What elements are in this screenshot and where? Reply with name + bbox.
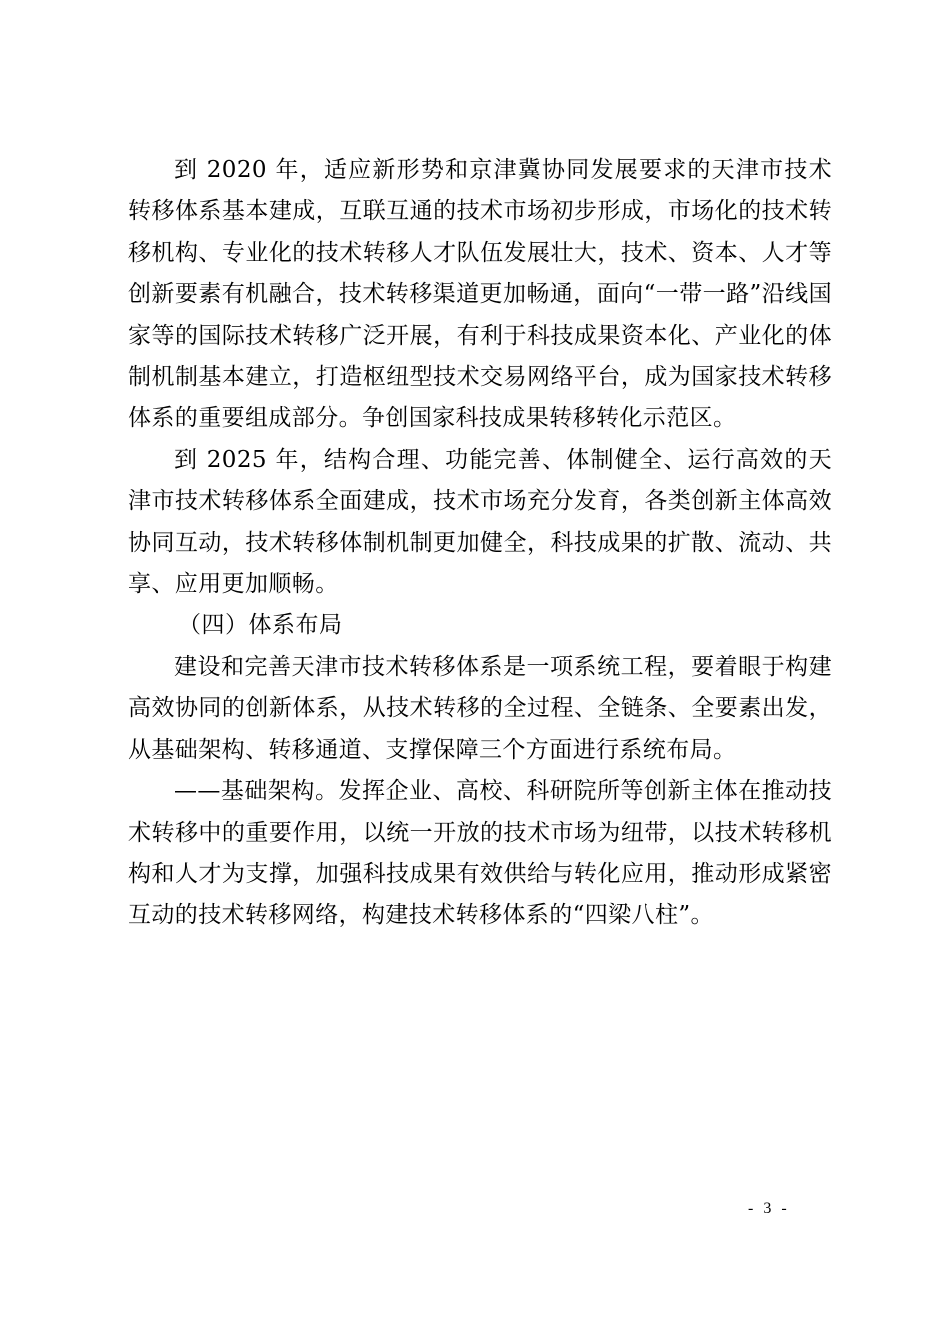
paragraph-2020-goal: 到 2020 年，适应新形势和京津冀协同发展要求的天津市技术转移体系基本建成，互联互通的技术市场初步形成，市场化的技术转移机构、专业化的技术转移人才队伍发展壮大，技术、资本、人才等创新要素有机融合，技术转移渠道更加畅通，面向“一带一路”沿线国家等的国际技术转移广泛开展，有利于科技成果资本化、产业化的体制机制基本建立，打造枢纽型技术交易网络平台，成为国家技术转移体系的重要组成部分。争创国家科技成果转移转化示范区。 xyxy=(128,157,832,432)
section-heading-system-layout: （四）体系布局 xyxy=(178,612,343,639)
document-body xyxy=(128,150,832,937)
paragraph-basic-architecture: ——基础架构。发挥企业、高校、科研院所等创新主体在推动技术转移中的重要作用，以统一开放的技术市场为纽带，以技术转移机构和人才为支撑，加强科技成果有效供给与转化应用，推动形成紧密互动的技术转移网络，构建技术转移体系的“四梁八柱”。 xyxy=(128,778,832,929)
paragraph-2025-goal: 到 2025 年，结构合理、功能完善、体制健全、运行高效的天津市技术转移体系全面建成，技术市场充分发育，各类创新主体高效协同互动，技术转移体制机制更加健全，科技成果的扩散、流动、共享、应用更加顺畅。 xyxy=(128,446,832,598)
paragraph-system-engineering: 建设和完善天津市技术转移体系是一项系统工程，要着眼于构建高效协同的创新体系，从技术转移的全过程、全链条、全要素出发，从基础架构、转移通道、支撑保障三个方面进行系统布局。 xyxy=(128,653,832,763)
page-number: - 3 - xyxy=(748,1200,790,1217)
